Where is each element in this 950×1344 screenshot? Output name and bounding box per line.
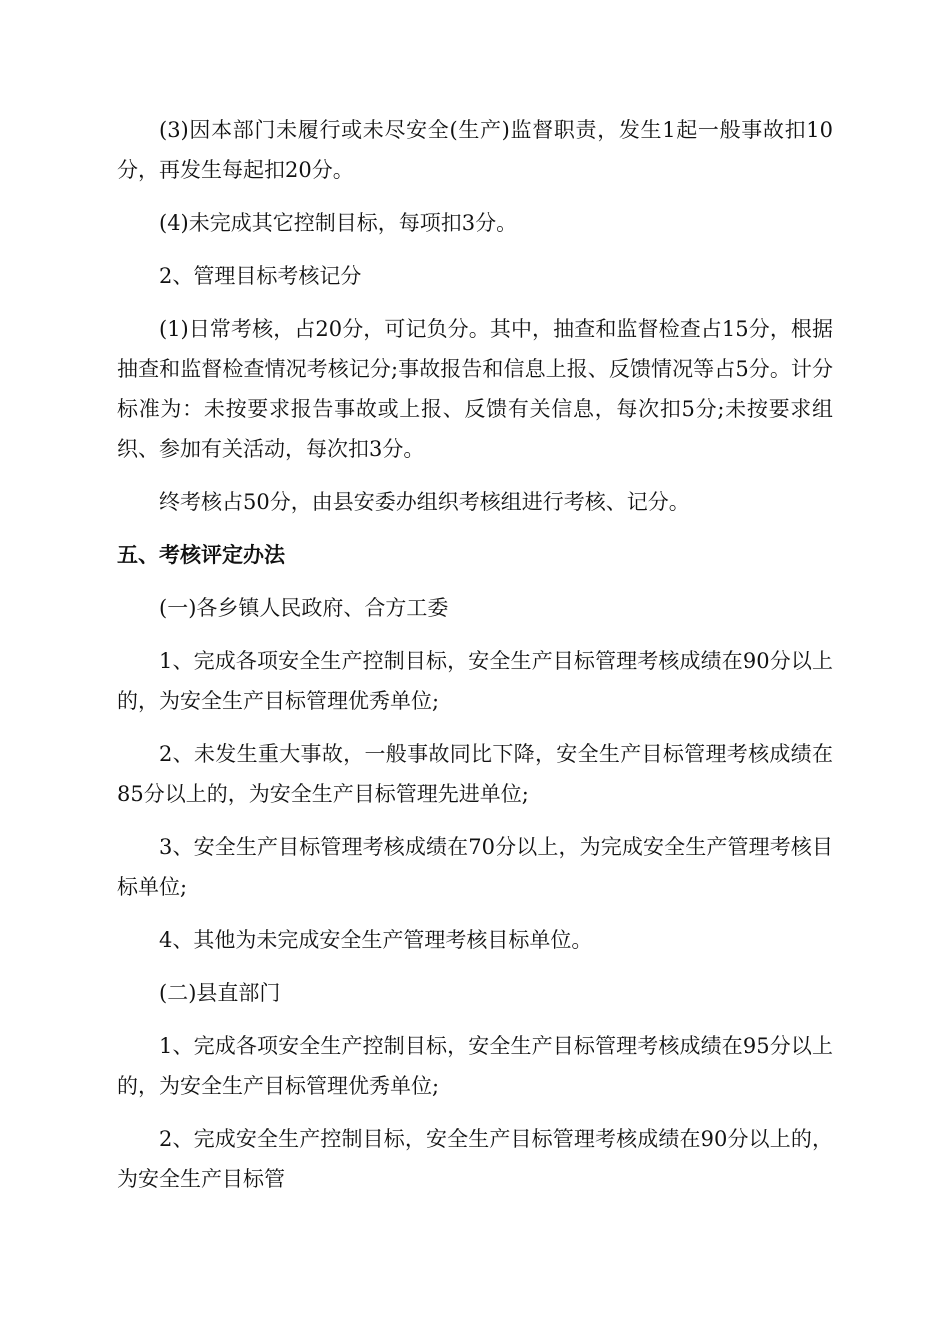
paragraph-township-item-4: 4、其他为未完成安全生产管理考核目标单位。: [159, 928, 593, 952]
paragraph-township-title: (一)各乡镇人民政府、合方工委: [159, 596, 449, 620]
paragraph-township-item-1: 1、完成各项安全生产控制目标，安全生产目标管理考核成绩在90分以上的，为安全生产目标管理优秀单位;: [117, 649, 833, 713]
paragraph-township-item-2: 2、未发生重大事故，一般事故同比下降，安全生产目标管理考核成绩在85分以上的，为安全生产目标管理先进单位;: [117, 742, 833, 806]
paragraph-deduction-3: (3)因本部门未履行或未尽安全(生产)监督职责，发生1起一般事故扣10分，再发生每起扣20分。: [117, 118, 833, 182]
section-heading-evaluation: 五、考核评定办法: [117, 543, 285, 567]
paragraph-final-assessment: 终考核占50分，由县安委办组织考核组进行考核、记分。: [159, 490, 690, 514]
paragraph-management-scoring: 2、管理目标考核记分: [159, 264, 362, 288]
paragraph-daily-assessment: (1)日常考核，占20分，可记负分。其中，抽查和监督检查占15分，根据抽查和监督检查情况考核记分;事故报告和信息上报、反馈情况等占5分。计分标准为：未按要求报告事故或上报、反馈有关信息，每次扣5分;未按要求组织、参加有关活动，每次扣3分。: [117, 317, 833, 461]
paragraph-township-item-3: 3、安全生产目标管理考核成绩在70分以上，为完成安全生产管理考核目标单位;: [117, 835, 833, 899]
paragraph-deduction-4: (4)未完成其它控制目标，每项扣3分。: [159, 211, 518, 235]
document-body: [117, 110, 833, 1212]
paragraph-county-title: (二)县直部门: [159, 981, 281, 1005]
paragraph-county-item-2: 2、完成安全生产控制目标，安全生产目标管理考核成绩在90分以上的，为安全生产目标管: [117, 1127, 833, 1191]
paragraph-county-item-1: 1、完成各项安全生产控制目标，安全生产目标管理考核成绩在95分以上的，为安全生产目标管理优秀单位;: [117, 1034, 833, 1098]
